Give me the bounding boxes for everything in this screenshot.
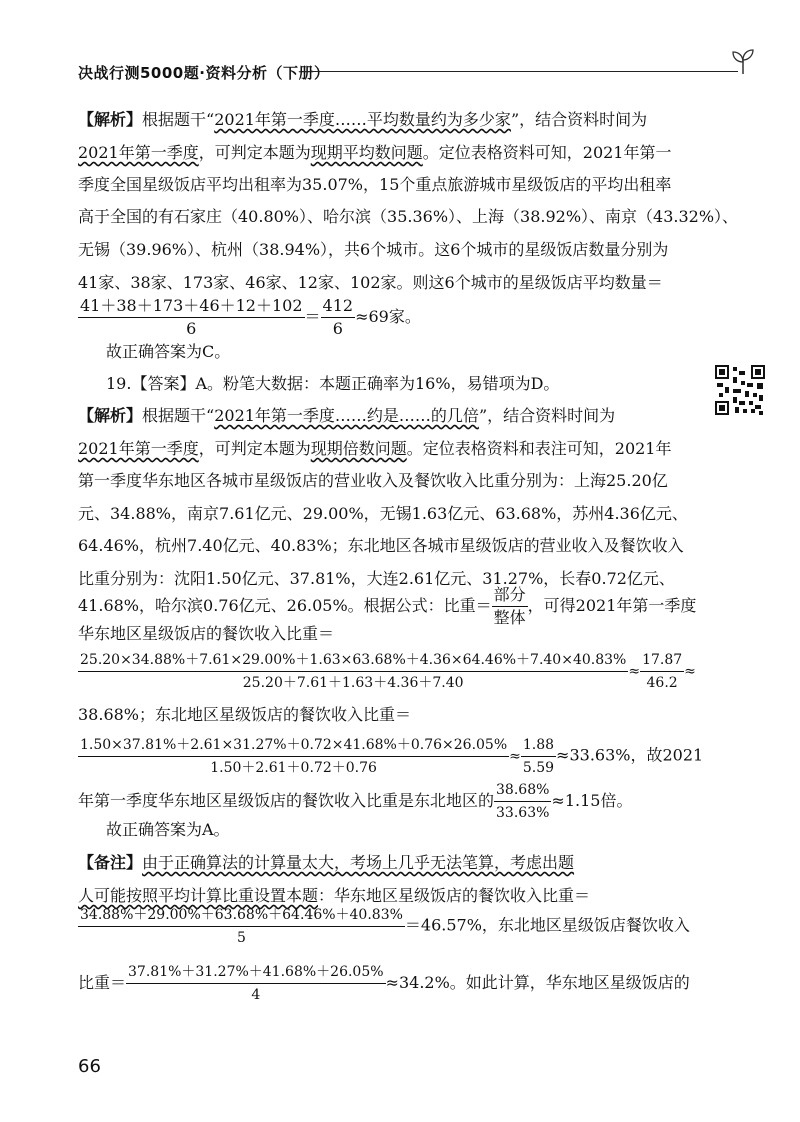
analysis2-line-4: 元、34.88%，南京7.61亿元、29.00%，无锡1.63亿元、63.68%，苏州4.36亿元、 [78,504,688,523]
analysis2-line-6: 比重分别为：沈阳1.50亿元、37.81%，大连2.61亿元、31.27%，长春0.72亿元、 [78,569,675,588]
analysis2-line-2: 2021年第一季度，可判定本题为现期倍数问题。定位表格资料和表注可知，2021年 [78,439,672,458]
analysis-tag: 【解析】 [78,110,143,129]
answer-18: 故正确答案为C。 [106,342,231,361]
analysis-line-4: 高于全国的有石家庄（40.80%）、哈尔滨（35.36%）、上海（38.92%）、南京（43.32%）、 [78,207,739,226]
analysis-line-6: 41家、38家、173家、46家、12家、102家。则这6个城市的星级饭店平均数量＝ [78,273,663,292]
formula-note-east: $\frac{34.88\%+29.00\%+63.68\%+64.46\%+40.83\%}{5}$ ＝46.57%，东北地区星级饭店餐饮收入 [80,907,690,946]
header-rule [302,71,738,72]
note-line-2: 人可能按照平均计算比重设置本题：华东地区星级饭店的餐饮收入比重＝ [78,886,591,905]
analysis-line-3: 季度全国星级饭店平均出租率为35.07%，15个重点旅游城市星级饭店的平均出租率 [78,175,672,194]
formula-average: $\frac{41+38+173+46+12+102}{6}$ ＝ $\frac{412}{6}$ ≈69家。 [80,296,421,338]
analysis2-line-10: 年第一季度华东地区星级饭店的餐饮收入比重是东北地区的 $\frac{38.68\%}{33.63\%}$ ≈1.15倍。 [78,782,633,821]
analysis2-line-7: 41.68%，哈尔滨0.76亿元、26.05%。根据公式：比重＝ $\frac{\text{部分}}{\text{整体}}$ ，可得2021年第一季度 [78,585,697,627]
analysis2-line-9: 38.68%；东北地区星级饭店的餐饮收入比重＝ [78,705,412,724]
analysis2-line-8: 华东地区星级饭店的餐饮收入比重＝ [78,624,335,643]
qr-code-icon[interactable] [715,365,765,415]
answer-19: 19.【答案】A。粉笔大数据：本题正确率为16%，易错项为D。 [106,374,560,393]
analysis-line-5: 无锡（39.96%）、杭州（38.94%），共6个城市。这6个城市的星级饭店数量分别为 [78,240,669,259]
formula-east-china: $\frac{25.20\times 34.88\%+7.61\times 29.00\%+1.63\times 63.68\%+4.36\times 64.46\%+7.40\times 40.83\%}{25.20+7.61+1.63+4.36+7.40}$ ≈ $\frac{17.87}{46.2}$ ≈ [80,652,696,691]
analysis2-line-5: 64.46%，杭州7.40亿元、40.83%；东北地区各城市星级饭店的营业收入及餐饮收入 [78,536,684,555]
analysis-line-1: 【解析】根据题干“2021年第一季度……平均数量约为多少家”，结合资料时间为 [78,110,648,129]
sprout-icon [728,46,758,76]
running-header-title: 决战行测5000题·资料分析（下册） [78,64,330,82]
page-number: 66 [78,1056,101,1077]
analysis2-line-3: 第一季度华东地区各城市星级饭店的营业收入及餐饮收入比重分别为：上海25.20亿 [78,471,668,490]
analysis2-line-1: 【解析】根据题干“2021年第一季度……约是……的几倍”，结合资料时间为 [78,406,616,425]
note-line-1: 【备注】由于正确算法的计算量太大，考场上几乎无法笔算，考虑出题 [78,853,575,872]
answer-19-final: 故正确答案为A。 [106,820,230,839]
formula-northeast: $\frac{1.50\times 37.81\%+2.61\times 31.27\%+0.72\times 41.68\%+0.76\times 26.05\%}{1.50+2.61+0.72+0.76}$ ≈ $\frac{1.88}{5.59}$ ≈33.63%，故2021 [80,737,704,776]
note-line-4: 比重＝ $\frac{37.81\%+31.27\%+41.68\%+26.05\%}{4}$ ≈34.2%。如此计算，华东地区星级饭店的 [78,964,690,1003]
analysis-line-2: 2021年第一季度，可判定本题为现期平均数问题。定位表格资料可知，2021年第一 [78,143,672,162]
